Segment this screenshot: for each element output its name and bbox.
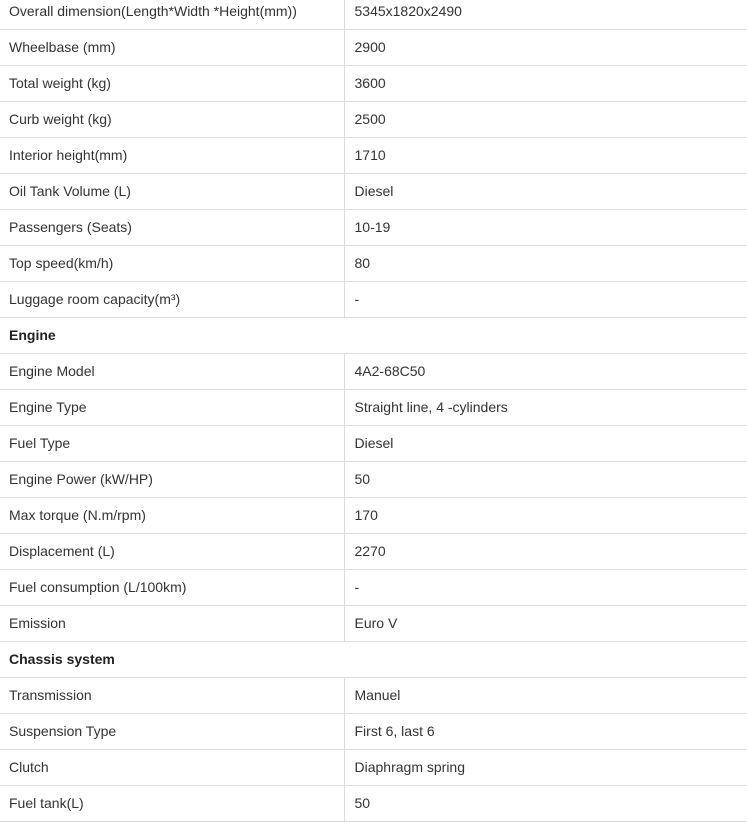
spec-value: - bbox=[344, 282, 747, 318]
table-row bbox=[0, 30, 747, 66]
spec-value: 5345x1820x2490 bbox=[344, 0, 747, 30]
table-row bbox=[0, 570, 747, 606]
spec-label: Wheelbase (mm) bbox=[0, 30, 344, 66]
section-header-row bbox=[0, 318, 747, 354]
spec-value: 2500 bbox=[344, 102, 747, 138]
table-row bbox=[0, 606, 747, 642]
spec-label: Engine Model bbox=[0, 354, 344, 390]
spec-value: 1710 bbox=[344, 138, 747, 174]
table-row bbox=[0, 138, 747, 174]
table-row bbox=[0, 426, 747, 462]
spec-value: Diesel bbox=[344, 174, 747, 210]
section-title: Chassis system bbox=[0, 642, 747, 678]
spec-label: Fuel Type bbox=[0, 426, 344, 462]
spec-label: Transmission bbox=[0, 678, 344, 714]
spec-value: Straight line, 4 -cylinders bbox=[344, 390, 747, 426]
spec-value: 50 bbox=[344, 786, 747, 822]
table-row bbox=[0, 714, 747, 750]
spec-label: Suspension Type bbox=[0, 714, 344, 750]
table-row bbox=[0, 210, 747, 246]
table-row bbox=[0, 462, 747, 498]
table-row bbox=[0, 246, 747, 282]
spec-label: Emission bbox=[0, 606, 344, 642]
spec-label: Engine Type bbox=[0, 390, 344, 426]
spec-value: First 6, last 6 bbox=[344, 714, 747, 750]
spec-value: 2270 bbox=[344, 534, 747, 570]
spec-label: Fuel consumption (L/100km) bbox=[0, 570, 344, 606]
spec-label: Max torque (N.m/rpm) bbox=[0, 498, 344, 534]
table-row bbox=[0, 354, 747, 390]
spec-label: Interior height(mm) bbox=[0, 138, 344, 174]
table-row bbox=[0, 786, 747, 822]
table-row bbox=[0, 0, 747, 30]
spec-label: Clutch bbox=[0, 750, 344, 786]
spec-value: 170 bbox=[344, 498, 747, 534]
spec-value: Euro V bbox=[344, 606, 747, 642]
spec-value: Manuel bbox=[344, 678, 747, 714]
table-row bbox=[0, 678, 747, 714]
spec-label: Top speed(km/h) bbox=[0, 246, 344, 282]
table-row bbox=[0, 102, 747, 138]
spec-label: Curb weight (kg) bbox=[0, 102, 344, 138]
table-row bbox=[0, 534, 747, 570]
spec-value: 80 bbox=[344, 246, 747, 282]
spec-value: - bbox=[344, 570, 747, 606]
spec-value: Diaphragm spring bbox=[344, 750, 747, 786]
spec-label: Luggage room capacity(m³) bbox=[0, 282, 344, 318]
table-row bbox=[0, 750, 747, 786]
table-row bbox=[0, 390, 747, 426]
spec-value: 4A2-68C50 bbox=[344, 354, 747, 390]
table-row bbox=[0, 66, 747, 102]
spec-label: Overall dimension(Length*Width *Height(mm)) bbox=[0, 0, 344, 30]
table-row bbox=[0, 282, 747, 318]
spec-value: 10-19 bbox=[344, 210, 747, 246]
table-row bbox=[0, 498, 747, 534]
spec-value: Diesel bbox=[344, 426, 747, 462]
section-title: Engine bbox=[0, 318, 747, 354]
spec-label: Passengers (Seats) bbox=[0, 210, 344, 246]
spec-label: Oil Tank Volume (L) bbox=[0, 174, 344, 210]
spec-value: 2900 bbox=[344, 30, 747, 66]
spec-label: Total weight (kg) bbox=[0, 66, 344, 102]
table-row bbox=[0, 174, 747, 210]
spec-value: 3600 bbox=[344, 66, 747, 102]
spec-label: Displacement (L) bbox=[0, 534, 344, 570]
section-header-row bbox=[0, 642, 747, 678]
spec-value: 50 bbox=[344, 462, 747, 498]
spec-label: Engine Power (kW/HP) bbox=[0, 462, 344, 498]
spec-label: Fuel tank(L) bbox=[0, 786, 344, 822]
